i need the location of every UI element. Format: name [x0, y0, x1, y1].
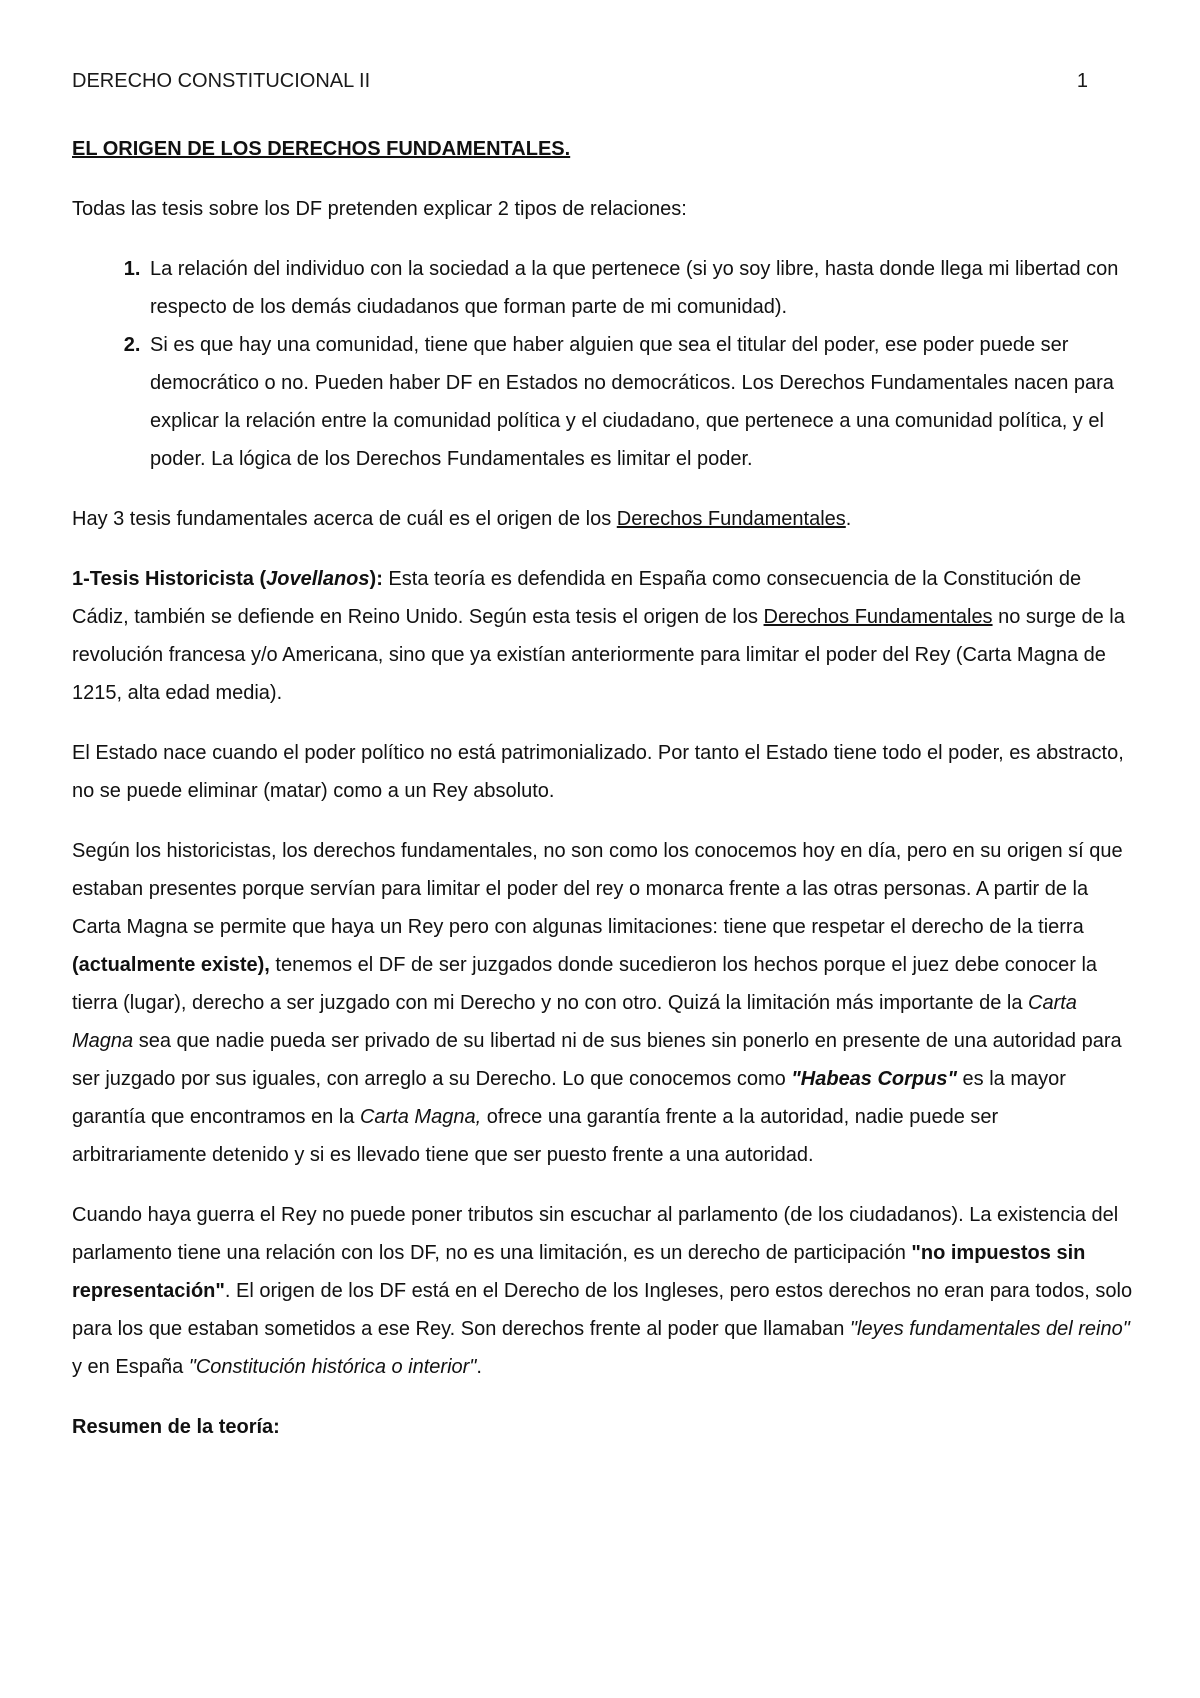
text-run: no surge de la revolución francesa y/o Americana, sino que ya existían anteriormente para limitar el poder del Rey (Carta Magna de 1215, alta edad media).: [72, 606, 1125, 704]
text-run: . El origen de los DF está en el Derecho de los Ingleses, pero estos derechos no eran para todos, solo para los que estaban sometidos a ese Rey. Son derechos frente al poder que llamaban: [72, 1280, 1133, 1340]
guerra-paragraph: [72, 1196, 1136, 1386]
text-run: .: [476, 1356, 482, 1378]
text-run: .: [845, 508, 852, 530]
text-run: sea que nadie pueda ser privado de su libertad ni de sus bienes sin ponerlo en presente de una autoridad para ser juzgado por sus iguales, con arreglo a su Derecho. Lo que conocemos como: [72, 1030, 1122, 1090]
section-label: 1-Tesis Historicista (: [72, 568, 267, 590]
section-label-end: ):: [369, 568, 383, 590]
author-name: Jovellanos: [266, 568, 370, 590]
resumen-heading: Resumen de la teoría:: [72, 1416, 280, 1438]
list-item: 1. La relación del individuo con la sociedad a la que pertenece (si yo soy libre, hasta donde llega mi libertad con respecto de los demás ciudadanos que forman parte de mi comunidad).: [146, 250, 1136, 326]
italic-phrase: Carta Magna: [72, 992, 1077, 1052]
italic-phrase: "leyes fundamentales del reino": [849, 1318, 1130, 1340]
estado-paragraph: El Estado nace cuando el poder político no está patrimonializado. Por tanto el Estado tiene todo el poder, es abstracto, no se puede eliminar (matar) como a un Rey absoluto.: [72, 742, 1124, 802]
historicistas-paragraph: [72, 832, 1136, 1174]
page-number: 1: [1076, 70, 1088, 92]
page-header: [72, 62, 1136, 100]
italic-phrase: "Constitución histórica o interior": [188, 1356, 477, 1378]
bold-phrase: (actualmente existe),: [72, 954, 270, 976]
document-page: [72, 62, 1136, 1468]
bold-italic-phrase: "Habeas Corpus": [791, 1068, 957, 1090]
text-run: Según los historicistas, los derechos fundamentales, no son como los conocemos hoy en día, pero en su origen sí que estaban presentes porque servían para limitar el poder del rey o monarca frente a las otras personas. A partir de la Carta Magna se permite que haya un Rey pero con algunas limitaciones: tiene que respetar el derecho de la tierra: [72, 840, 1123, 938]
underlined-term: Derechos Fundamentales: [616, 508, 846, 530]
relations-list: [72, 250, 1136, 478]
list-item: 2. Si es que hay una comunidad, tiene que haber alguien que sea el titular del poder, ese poder puede ser democrático o no. Pueden haber DF en Estados no democráticos. Los Derechos Fundamentales nacen para explicar la relación entre la comunidad política y el ciudadano, que pertenece a una comunidad política, y el poder. La lógica de los Derechos Fundamentales es limitar el poder.: [146, 326, 1136, 478]
document-title: EL ORIGEN DE LOS DERECHOS FUNDAMENTALES.: [72, 138, 571, 160]
underlined-term: Derechos Fundamentales: [763, 606, 993, 628]
tesis-paragraph: [72, 500, 1136, 538]
historicista-paragraph: [72, 560, 1136, 712]
italic-phrase: Carta Magna,: [359, 1106, 482, 1128]
bold-phrase: "no impuestos sin representación": [72, 1242, 1086, 1302]
course-title: DERECHO CONSTITUCIONAL II: [72, 70, 371, 92]
text-run: es la mayor garantía que encontramos en la: [72, 1068, 1066, 1128]
text-run: Hay 3 tesis fundamentales acerca de cuál es el origen de los: [72, 508, 617, 530]
intro-paragraph: Todas las tesis sobre los DF pretenden explicar 2 tipos de relaciones:: [72, 198, 687, 220]
text-run: y en España: [72, 1356, 189, 1378]
text-run: Cuando haya guerra el Rey no puede poner tributos sin escuchar al parlamento (de los ciudadanos). La existencia del parlamento tiene una relación con los DF, no es una limitación, es un derecho de participación: [72, 1204, 1119, 1264]
text-run: Esta teoría es defendida en España como consecuencia de la Constitución de Cádiz, también se defiende en Reino Unido. Según esta tesis el origen de los: [72, 568, 1082, 628]
text-run: tenemos el DF de ser juzgados donde sucedieron los hechos porque el juez debe conocer la tierra (lugar), derecho a ser juzgado con mi Derecho y no con otro. Quizá la limitación más importante de la: [72, 954, 1098, 1014]
text-run: ofrece una garantía frente a la autoridad, nadie puede ser arbitrariamente detenido y si es llevado tiene que ser puesto frente a una autoridad.: [72, 1106, 999, 1166]
